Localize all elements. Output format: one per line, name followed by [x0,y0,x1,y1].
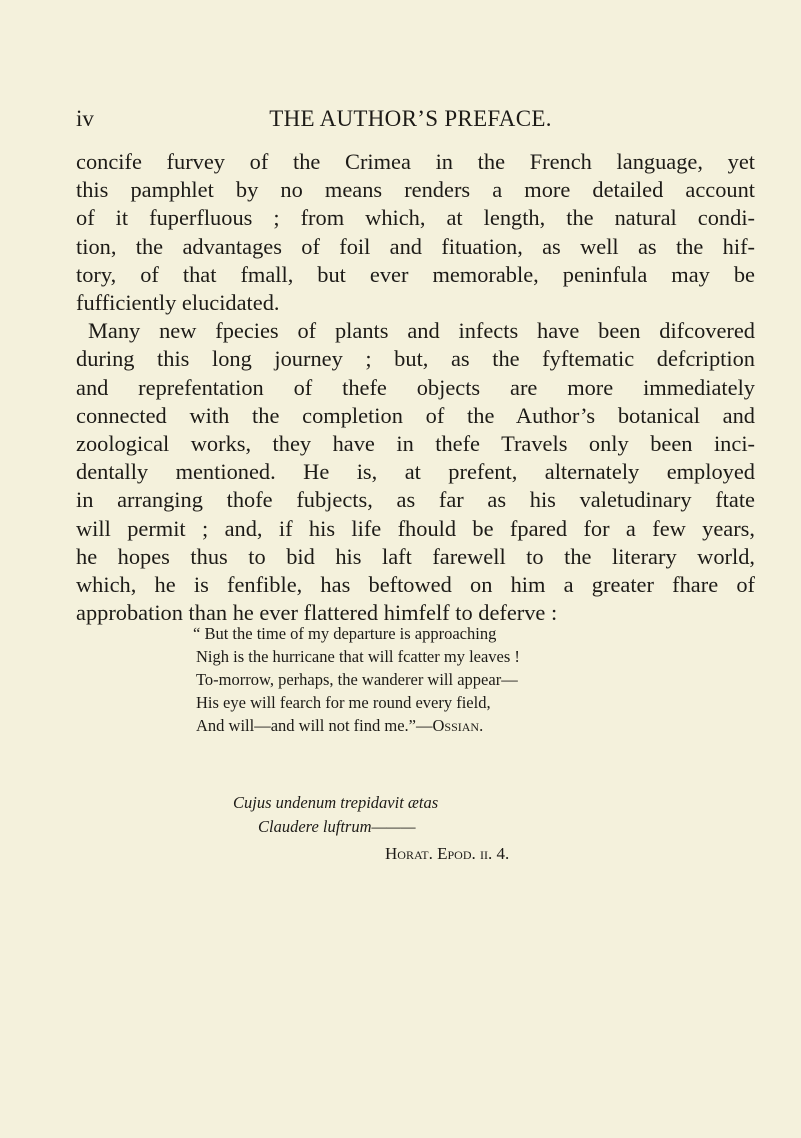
quote-line [196,669,518,691]
latin-line: Claudere luftrum——— [258,817,416,836]
body-line: of it fuperfluous ; from which, at length, the natural condi- [76,205,755,231]
body-line: Many new fpecies of plants and infects have been difcovered [88,318,755,344]
body-line: he hopes thus to bid his laft farewell to the literary world, [76,543,755,569]
quote-text: “ But the time of my departure is approaching [193,624,497,643]
body-line: connected with the completion of the Author’s botanical and [76,402,755,428]
quote-text: To-morrow, perhaps, the wanderer will appear— [196,670,518,689]
body-line: this pamphlet by no means renders a more detailed account [76,177,755,203]
body-line: tion, the advantages of foil and fituation, as well as the hif- [76,233,755,259]
body-line: during this long journey ; but, as the fyftematic defcription [76,346,755,372]
body-line: approbation than he ever flattered himfelf to deferve : [76,600,558,626]
body-line: will permit ; and, if his life fhould be fpared for a few years, [76,515,755,541]
latin-line: Cujus undenum trepidavit ætas [233,793,439,812]
quote-attribution: Ossian. [432,716,484,735]
quote-line [193,623,496,645]
running-title: THE AUTHOR’S PREFACE. [269,106,552,131]
body-line: in arranging thofe fubjects, as far as his valetudinary ftate [76,487,755,513]
body-line: tory, of that fmall, but ever memorable, peninfula may be [76,261,755,287]
body-line: dentally mentioned. He is, at prefent, alternately employed [76,459,755,485]
quote-text: And will—and will not find me.”— [196,716,433,735]
quote-line [196,715,483,737]
horace-citation: Horat. Epod. ii. 4. [385,844,510,863]
quote-text: His eye will fearch for me round every field, [196,693,491,712]
quote-text: Nigh is the hurricane that will fcatter my leaves ! [196,647,520,666]
body-line: which, he is fenfible, has beftowed on him a greater fhare of [76,572,755,597]
body-line: concife furvey of the Crimea in the French language, yet [76,149,755,174]
body-line: zoological works, they have in thefe Travels only been inci- [76,431,755,456]
quote-line [196,692,491,714]
body-line: and reprefentation of thefe objects are more immediately [76,374,755,400]
quote-line [196,646,520,668]
body-line: fufficiently elucidated. [76,290,280,315]
page-number: iv [76,106,94,131]
